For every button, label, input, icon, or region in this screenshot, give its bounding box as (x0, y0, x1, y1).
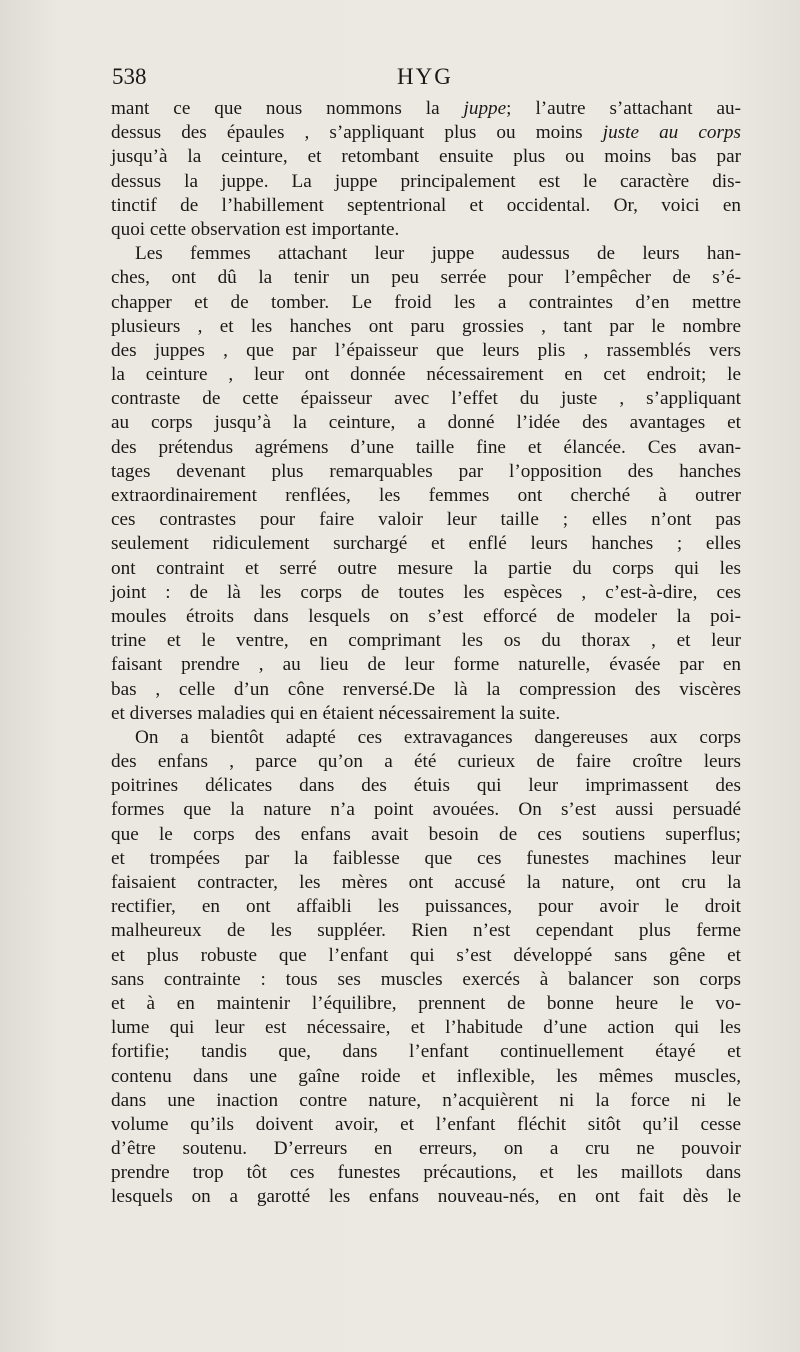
text-line (111, 1137, 741, 1161)
text-line (111, 363, 741, 387)
text-run: et diverses maladies qui en étaient nécessairement la suite. (111, 702, 561, 724)
text-line (111, 726, 741, 750)
text-run: ont contraint et serré outre mesure la partie du corps qui les (111, 557, 741, 579)
text-run: et trompées par la faiblesse que ces funestes machines leur (111, 847, 741, 869)
italic-text-run: juppe (463, 98, 507, 119)
text-run: faisant prendre , au lieu de leur forme naturelle, évasée par en (111, 654, 741, 676)
text-run: dans une inaction contre nature, n’acquièrent ni la force ni le (111, 1089, 741, 1111)
text-run: jusqu’à la ceinture, et retombant ensuite plus ou moins bas par (111, 146, 741, 168)
text-run: dessus des épaules , s’appliquant plus ou moins (111, 122, 603, 144)
text-line (111, 1089, 741, 1113)
text-line (111, 411, 741, 435)
text-run: moules étroits dans lesquels on s’est efforcé de modeler la poi- (111, 605, 741, 627)
text-line (111, 170, 741, 194)
text-line (111, 1161, 741, 1185)
text-line (111, 242, 741, 266)
text-run: la ceinture , leur ont donnée nécessairement en cet endroit; le (111, 364, 741, 386)
text-line (111, 605, 741, 629)
text-run: des juppes , que par l’épaisseur que leurs plis , rassemblés vers (111, 339, 741, 361)
text-line (111, 436, 741, 460)
text-line (111, 532, 741, 556)
running-head: HYG (397, 64, 453, 89)
text-line (111, 992, 741, 1016)
text-line (111, 557, 741, 581)
text-run: au corps jusqu’à la ceinture, a donné l’idée des avantages et (111, 412, 741, 434)
text-line (111, 774, 741, 798)
text-line (111, 798, 741, 822)
text-run: et plus robuste que l’enfant qui s’est développé sans gêne et (111, 944, 741, 966)
text-line (111, 1113, 741, 1137)
text-line (111, 968, 741, 992)
text-line (111, 895, 741, 919)
text-run: lume qui leur est nécessaire, et l’habitude d’une action qui les (111, 1017, 741, 1039)
text-run: ces contrastes pour faire valoir leur taille ; elles n’ont pas (111, 509, 741, 531)
text-run: extraordinairement renflées, les femmes ont cherché à outrer (111, 485, 741, 506)
text-line (111, 581, 741, 605)
text-run: lesquels on a garotté les enfans nouveau-nés, en ont fait dès le (111, 1186, 741, 1208)
text-run: trine et le ventre, en comprimant les os du thorax , et leur (111, 630, 741, 652)
text-line (111, 387, 741, 411)
text-run: des enfans , parce qu’on a été curieux de faire croître leurs (111, 751, 741, 773)
text-line (111, 1185, 741, 1209)
text-run: sans contrainte : tous ses muscles exercés à balancer son corps (111, 968, 741, 990)
text-run: seulement ridiculement surchargé et enflé leurs hanches ; elles (111, 533, 741, 555)
text-line (111, 339, 741, 363)
text-run: plusieurs , et les hanches ont paru grossies , tant par le nombre (111, 315, 741, 337)
text-line (111, 291, 741, 315)
text-line (111, 944, 741, 968)
text-run: formes que la nature n’a point avouées. On s’est aussi persuadé (111, 799, 741, 821)
text-line (111, 678, 741, 702)
text-line (111, 97, 741, 121)
text-run: contenu dans une gaîne roide et inflexible, les mêmes muscles, (111, 1065, 741, 1087)
text-run: ; l’autre s’attachant au- (506, 98, 741, 119)
text-line (111, 315, 741, 339)
text-run: tages devenant plus remarquables par l’opposition des hanches (111, 460, 741, 482)
text-run: joint : de là les corps de toutes les espèces , c’est-à-dire, ces (111, 581, 741, 603)
text-line (111, 702, 741, 726)
text-run: fortifie; tandis que, dans l’enfant continuellement étayé et (111, 1041, 741, 1063)
text-line (111, 653, 741, 677)
text-line (111, 194, 741, 218)
text-run: et à en maintenir l’équilibre, prennent de bonne heure le vo- (111, 992, 741, 1014)
text-line (111, 823, 741, 847)
text-line (111, 266, 741, 290)
text-run: ches, ont dû la tenir un peu serrée pour l’empêcher de s’é- (111, 267, 741, 289)
page-number: 538 (112, 64, 147, 89)
page-header (112, 64, 742, 98)
text-line (111, 508, 741, 532)
text-line (111, 121, 741, 145)
text-line (111, 919, 741, 943)
text-line (111, 1016, 741, 1040)
text-run: mant ce que nous nommons la (111, 98, 464, 119)
text-line (111, 750, 741, 774)
text-run: des prétendus agrémens d’une taille fine et élancée. Ces avan- (111, 436, 741, 458)
body-text (111, 97, 741, 1210)
text-run: bas , celle d’un cône renversé.De là la compression des viscères (111, 678, 741, 700)
text-run: prendre trop tôt ces funestes précautions, et les maillots dans (111, 1162, 741, 1184)
text-line (111, 629, 741, 653)
text-line (111, 847, 741, 871)
text-line (111, 460, 741, 484)
text-run: Les femmes attachant leur juppe audessus de leurs han- (135, 243, 741, 265)
text-run: volume qu’ils doivent avoir, et l’enfant fléchit sitôt qu’il cesse (111, 1113, 741, 1135)
text-line (111, 1040, 741, 1064)
text-run: malheureux de les suppléer. Rien n’est cependant plus ferme (111, 920, 741, 942)
text-run: quoi cette observation est importante. (111, 218, 400, 240)
italic-text-run: juste au corps (602, 122, 741, 144)
text-line (111, 218, 741, 242)
text-run: dessus la juppe. La juppe principalement est le caractère dis- (111, 170, 741, 192)
text-run: contraste de cette épaisseur avec l’effet du juste , s’appliquant (111, 388, 741, 410)
text-line (111, 1065, 741, 1089)
text-line (111, 871, 741, 895)
text-run: d’être soutenu. D’erreurs en erreurs, on a cru ne pouvoir (111, 1138, 741, 1160)
text-line (111, 484, 741, 508)
text-run: poitrines délicates dans des étuis qui leur imprimassent des (111, 775, 741, 797)
text-run: faisaient contracter, les mères ont accusé la nature, ont cru la (111, 872, 741, 893)
text-run: rectifier, en ont affaibli les puissances, pour avoir le droit (111, 896, 741, 918)
text-line (111, 145, 741, 169)
text-run: chapper et de tomber. Le froid les a contraintes d’en mettre (111, 291, 741, 313)
text-run: On a bientôt adapté ces extravagances dangereuses aux corps (135, 726, 741, 748)
text-run: que le corps des enfans avait besoin de ces soutiens superflus; (111, 823, 741, 845)
text-run: tinctif de l’habillement septentrional et occidental. Or, voici en (111, 194, 741, 216)
